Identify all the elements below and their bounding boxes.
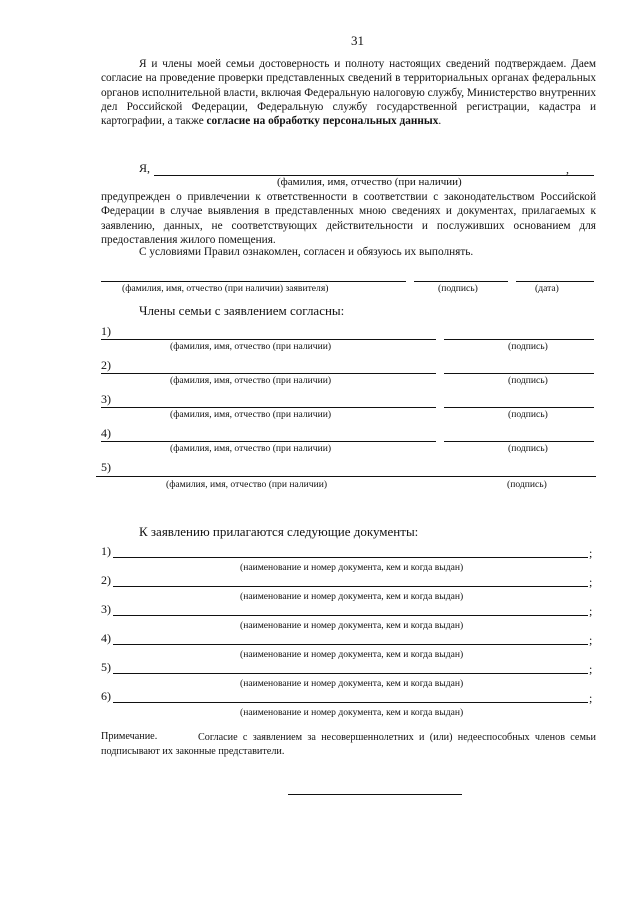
family-name-line[interactable] — [96, 476, 596, 477]
applicant-date-caption: (дата) — [535, 283, 559, 294]
applicant-signature-caption: (подпись) — [438, 283, 478, 294]
applicant-signature-line[interactable] — [414, 281, 508, 282]
family-name-line[interactable] — [101, 407, 436, 408]
family-signature-caption: (подпись) — [507, 479, 547, 490]
document-line[interactable] — [113, 586, 588, 587]
family-row-number: 1) — [101, 324, 111, 338]
family-row-number: 2) — [101, 358, 111, 372]
document-row-number: 4) — [101, 631, 111, 645]
applicant-name-line[interactable] — [101, 281, 406, 282]
family-name-caption: (фамилия, имя, отчество (при наличии) — [170, 443, 332, 454]
document-caption: (наименование и номер документа, кем и когда выдан) — [240, 562, 464, 573]
declarant-warning: предупрежден о привлечении к ответственности в соответствии с законодательством Российской Федерации в случае выявления в представленных мною сведениях и документах, прилагаемых к заявлению, данных, не соответствующих действительности и послуживших основанием для предоставления жилого помещения. — [101, 191, 596, 246]
family-name-line[interactable] — [101, 441, 436, 442]
family-signature-caption: (подпись) — [508, 443, 548, 454]
document-row-number: 3) — [101, 602, 111, 616]
family-signature-caption: (подпись) — [508, 375, 548, 386]
declarant-prefix: Я, — [139, 161, 151, 175]
document-row-end: ; — [589, 691, 593, 705]
note-label: Примечание. — [101, 731, 158, 742]
family-row-number: 3) — [101, 392, 111, 406]
document-caption: (наименование и номер документа, кем и когда выдан) — [240, 591, 464, 602]
document-row-number: 6) — [101, 689, 111, 703]
family-signature-caption: (подпись) — [508, 341, 548, 352]
document-line[interactable] — [113, 673, 588, 674]
document-caption: (наименование и номер документа, кем и когда выдан) — [240, 649, 464, 660]
document-row-end: ; — [589, 604, 593, 618]
document-row-number: 2) — [101, 573, 111, 587]
document-row-number: 1) — [101, 544, 111, 558]
document-line[interactable] — [113, 557, 588, 558]
document-line[interactable] — [113, 644, 588, 645]
family-signature-line[interactable] — [444, 407, 594, 408]
declarant-comma: , — [566, 162, 569, 176]
bottom-signature-line[interactable] — [288, 794, 462, 795]
documents-heading: К заявлению прилагаются следующие документы: — [139, 524, 419, 539]
applicant-date-line[interactable] — [516, 281, 594, 282]
note-text: Согласие с заявлением за несовершеннолетних и (или) недееспособных членов семьи подписывают их законные представители. — [101, 732, 596, 757]
family-name-line[interactable] — [101, 339, 436, 340]
document-row-number: 5) — [101, 660, 111, 674]
family-signature-line[interactable] — [444, 373, 594, 374]
document-caption: (наименование и номер документа, кем и когда выдан) — [240, 678, 464, 689]
family-name-line[interactable] — [101, 373, 436, 374]
declarant-name-caption: (фамилия, имя, отчество (при наличии) — [277, 176, 462, 188]
document-row-end: ; — [589, 575, 593, 589]
document-line[interactable] — [113, 615, 588, 616]
consent-paragraph — [101, 57, 596, 128]
consent-text: Я и члены моей семьи достоверность и полноту настоящих сведений подтверждаем. Даем согласие на проведение проверки представленных сведений в территориальных органах федеральных органов исполнительной власти, включая Федеральную налоговую службу, Министерство внутренних дел Российской Федерации, Федеральную службу государственной регистрации, кадастра и картографии, а также — [101, 58, 596, 128]
document-row-end: ; — [589, 546, 593, 560]
family-signature-line[interactable] — [444, 441, 594, 442]
family-name-caption: (фамилия, имя, отчество (при наличии) — [170, 341, 332, 352]
family-signature-line[interactable] — [444, 339, 594, 340]
family-row-number: 4) — [101, 426, 111, 440]
document-row-end: ; — [589, 662, 593, 676]
family-name-caption: (фамилия, имя, отчество (при наличии) — [170, 409, 332, 420]
consent-bold-text: согласие на обработку персональных данных — [206, 115, 439, 128]
family-heading: Члены семьи с заявлением согласны: — [139, 303, 345, 318]
family-row-number: 5) — [101, 460, 111, 474]
document-line[interactable] — [113, 702, 588, 703]
page-number: 31 — [351, 33, 364, 48]
family-name-caption: (фамилия, имя, отчество (при наличии) — [166, 479, 328, 490]
applicant-name-caption: (фамилия, имя, отчество (при наличии) заявителя) — [122, 283, 329, 294]
family-name-caption: (фамилия, имя, отчество (при наличии) — [170, 375, 332, 386]
document-caption: (наименование и номер документа, кем и когда выдан) — [240, 620, 464, 631]
consent-end: . — [438, 115, 442, 128]
document-row-end: ; — [589, 633, 593, 647]
declarant-agreement: С условиями Правил ознакомлен, согласен и обязуюсь их выполнять. — [139, 246, 474, 258]
document-caption: (наименование и номер документа, кем и когда выдан) — [240, 707, 464, 718]
family-signature-caption: (подпись) — [508, 409, 548, 420]
